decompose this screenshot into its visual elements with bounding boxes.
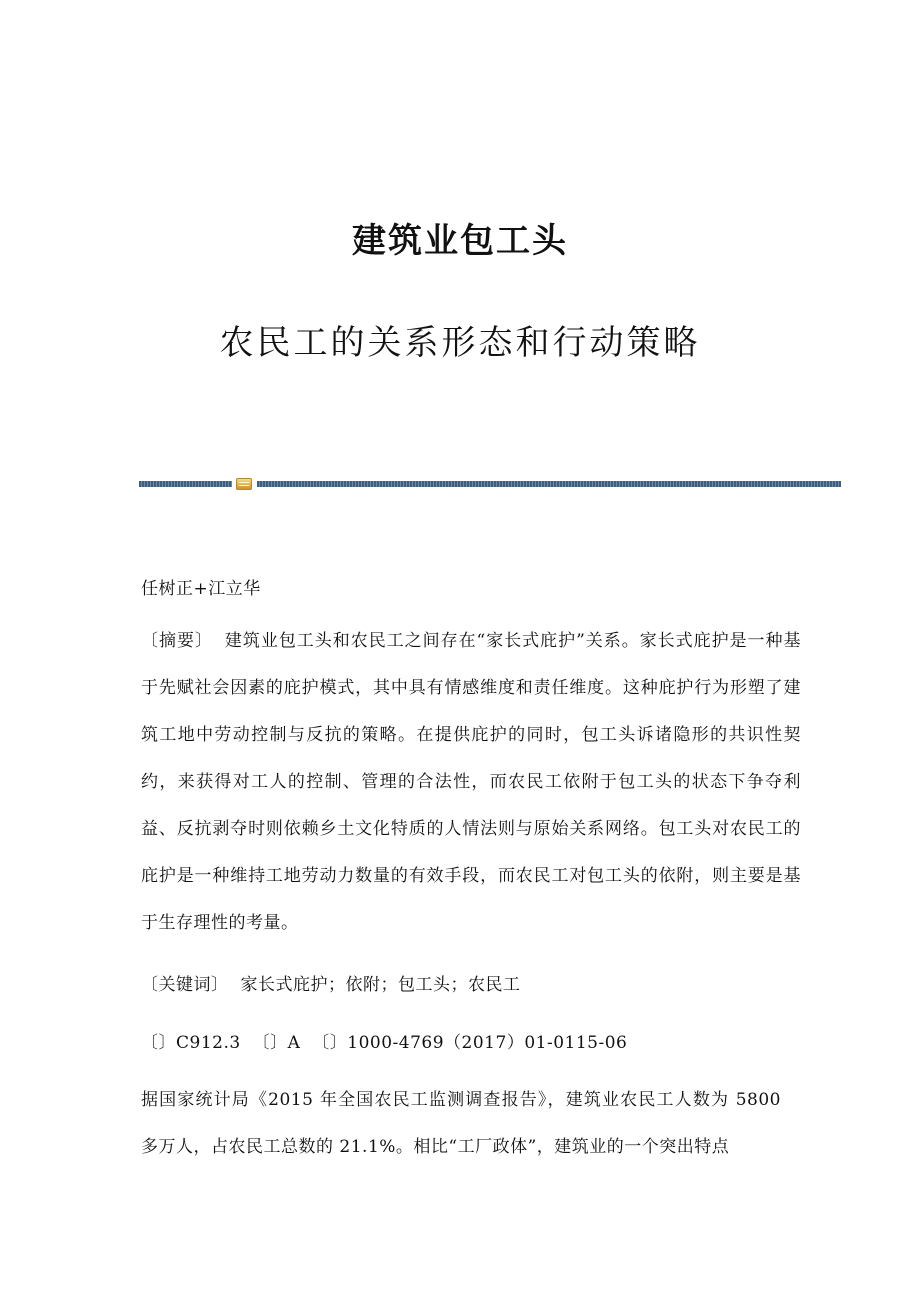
abstract — [141, 618, 801, 947]
keywords — [141, 962, 801, 1009]
author-line: 任树正+江立华 — [141, 579, 261, 599]
title-divider — [139, 478, 841, 490]
divider-bar-left — [139, 481, 232, 487]
title-line-2: 农民工的关系形态和行动策略 — [219, 323, 701, 363]
abstract-text: 建筑业包工头和农民工之间存在“家长式庇护”关系。家长式庇护是一种基于先赋社会因素的庇护模式，其中具有情感维度和责任维度。这种庇护行为形塑了建筑工地中劳动控制与反抗的策略。在提供庇护的同时，包工头诉诸隐形的共识性契约，来获得对工人的控制、管理的合法性，而农民工依附于包工头的状态下争夺利益、反抗剥夺时则依赖乡土文化特质的人情法则与原始关系网络。包工头对农民工的庇护是一种维持工地劳动力数量的有效手段，而农民工对包工头的依附，则主要是基于生存理性的考量。 — [141, 631, 801, 933]
keywords-tag: 〔关键词〕 — [141, 975, 229, 995]
divider-bar-right — [257, 481, 841, 487]
article-id: 〔〕1000-4769（2017）01-0115-06 — [312, 1033, 628, 1053]
title-line-1: 建筑业包工头 — [352, 221, 568, 261]
abstract-tag: 〔摘要〕 — [141, 631, 213, 651]
clc-number: 〔〕C912.3 — [141, 1033, 241, 1053]
divider-ornament-icon — [236, 478, 252, 490]
keywords-text: 家长式庇护；依附；包工头；农民工 — [240, 975, 521, 995]
document-code: 〔〕A — [252, 1033, 301, 1053]
classification-codes — [141, 1020, 801, 1067]
body-paragraph: 据国家统计局《2015 年全国农民工监测调查报告》，建筑业农民工人数为 5800 多万人，占农民工总数的 21.1%。相比“工厂政体”，建筑业的一个突出特点 — [141, 1090, 781, 1157]
